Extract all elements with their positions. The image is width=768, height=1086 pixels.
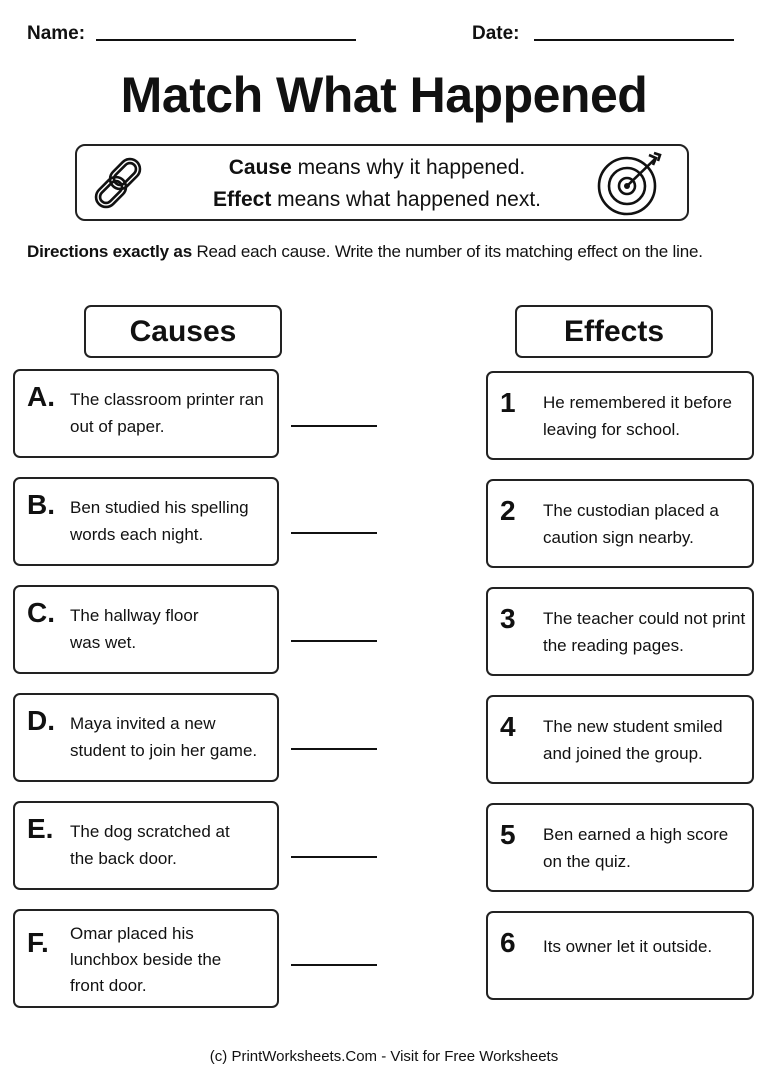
directions-text: Read each cause. Write the number of its matching effect on the line. xyxy=(191,242,703,261)
cause-definition-text: means why it happened. xyxy=(291,156,526,179)
effect-text: Its owner let it outside. xyxy=(543,937,713,956)
cause-card-d xyxy=(13,693,279,782)
cause-text: The hallway floor was wet. xyxy=(70,606,199,652)
effect-card-4 xyxy=(486,695,754,784)
effect-number: 1 xyxy=(500,387,516,418)
cause-text: Ben studied his spelling words each night. xyxy=(70,498,249,544)
effect-text: He remembered it before leaving for school. xyxy=(543,393,732,439)
effect-card-5 xyxy=(486,803,754,892)
effect-number: 2 xyxy=(500,495,516,526)
effect-card-3 xyxy=(486,587,754,676)
effects-heading: Effects xyxy=(515,305,713,358)
answer-line-b[interactable] xyxy=(291,532,377,534)
cause-letter: E. xyxy=(27,813,54,844)
target-arrow-icon xyxy=(594,150,664,218)
effect-text: The new student smiled and joined the group. xyxy=(543,717,723,763)
cause-text: Omar placed his lunchbox beside the front door. xyxy=(70,924,222,995)
cause-card-f xyxy=(13,909,279,1008)
date-line[interactable] xyxy=(534,39,734,41)
cause-letter: A. xyxy=(27,381,55,412)
cause-letter: F. xyxy=(27,927,49,958)
answer-line-c[interactable] xyxy=(291,640,377,642)
page-title: Match What Happened xyxy=(120,67,648,123)
effect-number: 5 xyxy=(500,819,516,850)
effect-card-2 xyxy=(486,479,754,568)
effect-text: Ben earned a high score on the quiz. xyxy=(543,825,729,871)
name-label: Name: xyxy=(27,23,86,44)
effect-text: The teacher could not print the reading pages. xyxy=(543,609,746,655)
cause-text: The dog scratched at the back door. xyxy=(70,822,230,868)
effect-number: 4 xyxy=(500,711,516,742)
footer: (c) PrintWorksheets.Com - Visit for Free Worksheets xyxy=(209,1048,559,1065)
answer-line-e[interactable] xyxy=(291,856,377,858)
effect-card-1 xyxy=(486,371,754,460)
effect-definition-text: means what happened next. xyxy=(271,188,542,211)
cause-card-c xyxy=(13,585,279,674)
cause-card-e xyxy=(13,801,279,890)
answer-line-d[interactable] xyxy=(291,748,377,750)
date-label: Date: xyxy=(472,23,520,44)
effect-number: 6 xyxy=(500,927,516,958)
name-line[interactable] xyxy=(96,39,356,41)
cause-definition xyxy=(120,156,634,180)
causes-heading: Causes xyxy=(84,305,282,358)
cause-text: Maya invited a new student to join her game. xyxy=(70,714,258,760)
cause-card-a xyxy=(13,369,279,458)
cause-term: Cause xyxy=(228,156,292,179)
effect-term: Effect xyxy=(212,188,272,211)
effect-definition xyxy=(120,188,634,212)
cause-card-b xyxy=(13,477,279,566)
cause-letter: C. xyxy=(27,597,55,628)
answer-line-f[interactable] xyxy=(291,964,377,966)
effect-number: 3 xyxy=(500,603,516,634)
cause-text: The classroom printer ran out of paper. xyxy=(70,390,264,436)
effect-card-6 xyxy=(486,911,754,1000)
directions xyxy=(27,242,757,262)
cause-letter: B. xyxy=(27,489,55,520)
effect-text: The custodian placed a caution sign nearby. xyxy=(543,501,719,547)
answer-line-a[interactable] xyxy=(291,425,377,427)
cause-letter: D. xyxy=(27,705,55,736)
directions-prefix: Directions exactly as xyxy=(27,242,192,261)
